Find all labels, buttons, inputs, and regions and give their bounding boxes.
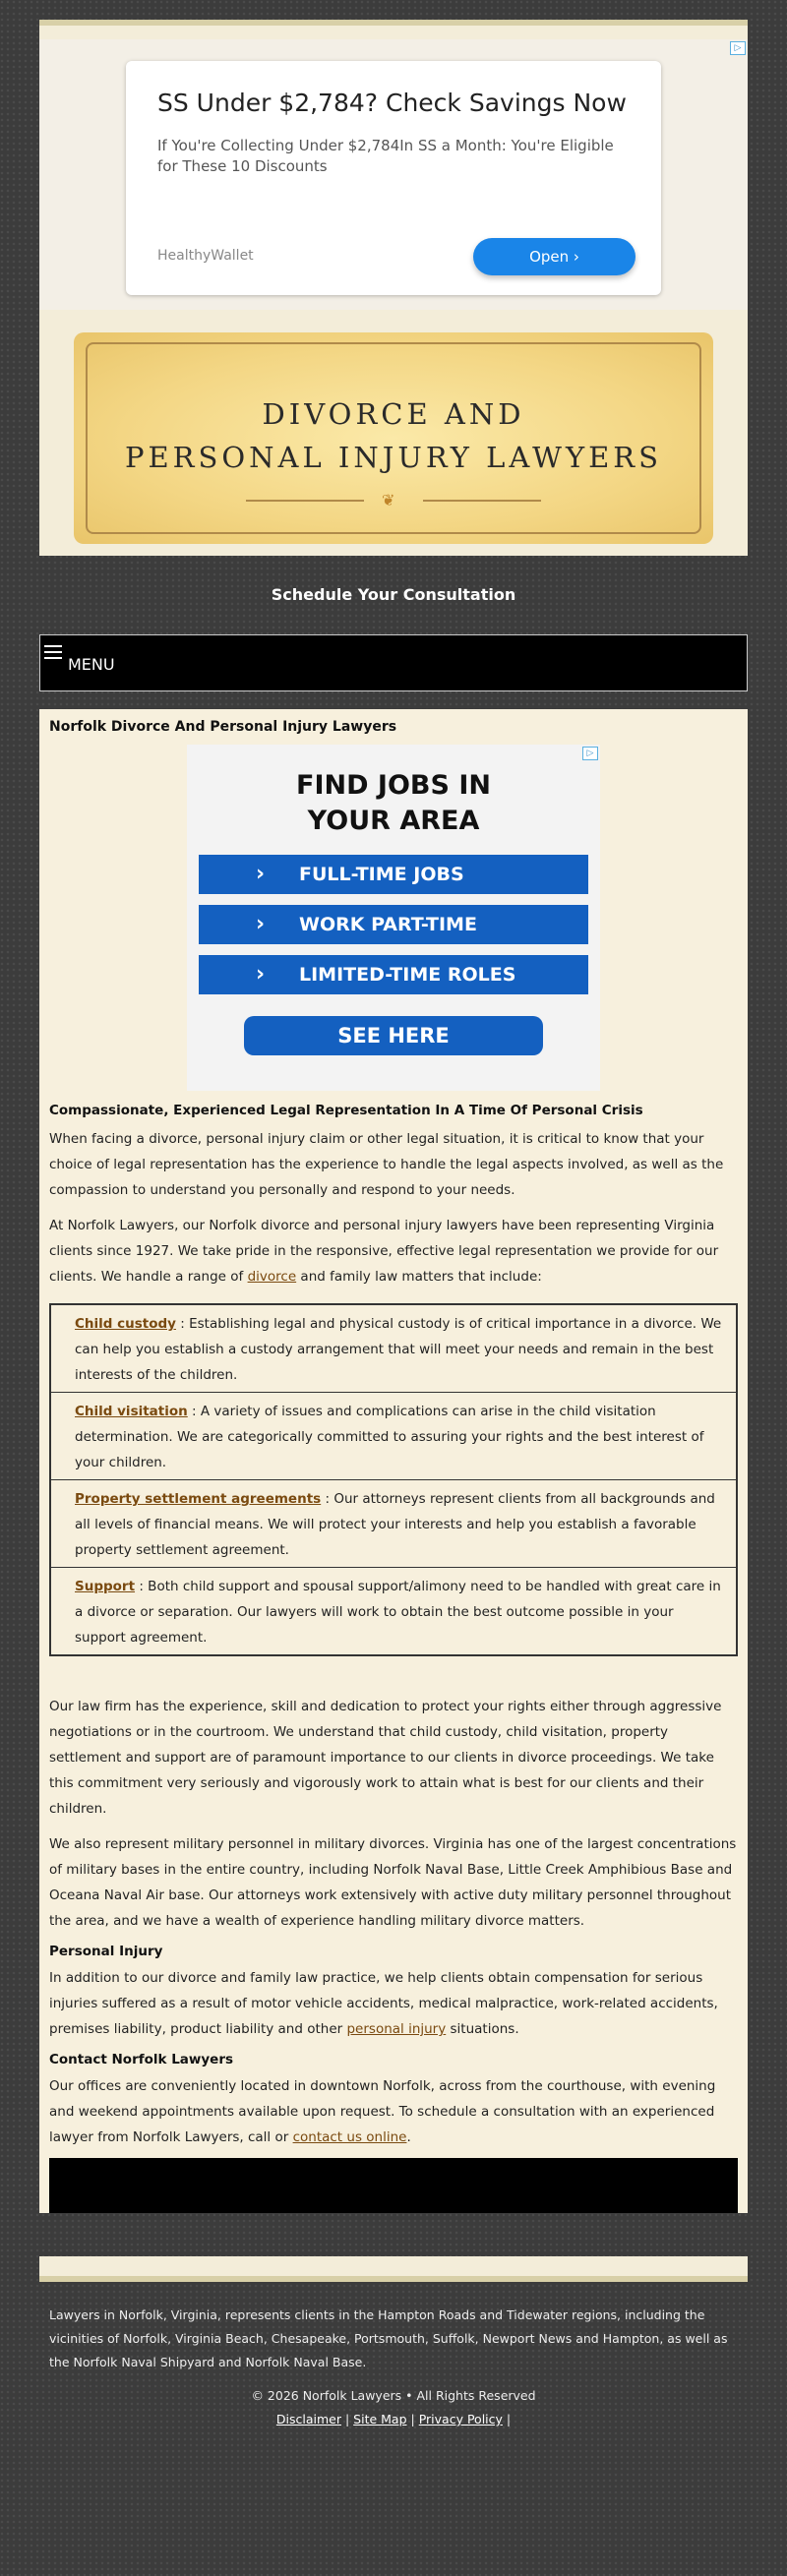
- ad-choices-icon[interactable]: ▷: [582, 747, 598, 760]
- paragraph-history-text-b: and family law matters that include:: [296, 1269, 542, 1285]
- jobs-ad-title-line1: FIND JOBS IN: [296, 770, 491, 801]
- jobs-ad-see-here-button[interactable]: SEE HERE: [244, 1016, 543, 1055]
- jobs-ad-parttime-button[interactable]: [199, 905, 588, 944]
- list-item-text: : Both child support and spousal support/alimony need to be handled with great care in a divorce or separation. Our lawyers will work to obtain the best outcome possible in your support agreement.: [75, 1579, 721, 1646]
- paragraph-history-text-a: At Norfolk Lawyers, our Norfolk divorce and personal injury lawyers have been representing Virginia clients since 1927. We take pride in the responsive, effective legal representation we provide for our clients. We handle a range of: [49, 1218, 719, 1285]
- paragraph-intro: When facing a divorce, personal injury claim or other legal situation, it is critical to know that your choice of legal representation has the experience to handle the legal aspects involved, as well as the compassion to understand you personally and respond to your needs.: [49, 1131, 724, 1198]
- list-item-text: : A variety of issues and complications can arise in the child visitation determination. We are categorically committed to assuring your rights and the best interest of your children.: [75, 1404, 704, 1470]
- paragraph-contact-text-a: Our offices are conveniently located in downtown Norfolk, across from the courthouse, with evening and weekend appointments available upon request. To schedule a consultation with an experienced lawyer from Norfolk Lawyers, call or: [49, 2078, 716, 2145]
- personal-injury-heading: Personal Injury: [49, 1944, 163, 1959]
- site-map-link[interactable]: Site Map: [353, 2412, 407, 2426]
- ad-card[interactable]: [126, 61, 661, 295]
- ad-title[interactable]: SS Under $2,784? Check Savings Now: [157, 89, 627, 117]
- list-item-text: : Establishing legal and physical custody is of critical importance in a divorce. We can help you establish a custody arrangement that will meet your needs and remain in the best interests of the children.: [75, 1316, 722, 1383]
- content-bottom-bar: [49, 2158, 738, 2213]
- footer-strip: [39, 2256, 748, 2282]
- banner-ornament: [246, 491, 541, 509]
- contact-heading: Contact Norfolk Lawyers: [49, 2052, 234, 2067]
- child-custody-link[interactable]: Child custody: [75, 1316, 176, 1332]
- banner-title-line2: PERSONAL INJURY LAWYERS: [124, 441, 662, 474]
- jobs-ad-limited-label: LIMITED-TIME ROLES: [299, 964, 516, 986]
- page-wrapper: [39, 20, 748, 2453]
- privacy-policy-link[interactable]: Privacy Policy: [418, 2412, 503, 2426]
- personal-injury-link[interactable]: personal injury: [346, 2021, 447, 2037]
- list-item: [51, 1305, 736, 1393]
- paragraph-contact: [49, 2073, 738, 2150]
- ad-choices-icon[interactable]: ▷: [730, 41, 746, 55]
- intro-heading: Compassionate, Experienced Legal Representation In A Time Of Personal Crisis: [49, 1103, 643, 1118]
- top-strip: [39, 20, 748, 39]
- banner-title-line1: DIVORCE AND: [262, 397, 525, 431]
- footer-links: [49, 2408, 738, 2431]
- list-item-text: : Our attorneys represent clients from all backgrounds and all levels of financial means. We will protect your interests and help you establish a favorable property settlement agreement.: [75, 1491, 715, 1558]
- site-banner[interactable]: [74, 332, 713, 544]
- paragraph-pi-text-b: situations.: [446, 2021, 519, 2037]
- contact-us-link[interactable]: contact us online: [292, 2129, 407, 2145]
- paragraph-personal-injury: [49, 1965, 738, 2042]
- ornament-line-right: [423, 500, 541, 502]
- list-item: [51, 1568, 736, 1654]
- menu-bar[interactable]: [39, 634, 748, 691]
- menu-label[interactable]: MENU: [68, 655, 115, 674]
- list-item: [51, 1480, 736, 1568]
- page-title: Norfolk Divorce And Personal Injury Lawyers: [49, 719, 397, 735]
- ad-open-button[interactable]: [473, 238, 636, 275]
- jobs-ad-title-line2: YOUR AREA: [307, 806, 480, 836]
- ornament-line-left: [246, 500, 364, 502]
- child-visitation-link[interactable]: Child visitation: [75, 1404, 188, 1419]
- list-item: [51, 1393, 736, 1480]
- paragraph-military: We also represent military personnel in military divorces. Virginia has one of the largest concentrations of military bases in the entire country, including Norfolk Naval Base, Little Creek Amphibious Base and Oceana Naval Air base. Our attorneys work extensively with active duty military personnel throughout the area, and we have a wealth of experience handling military divorce matters.: [49, 1836, 737, 1929]
- paragraph-contact-text-b: .: [406, 2129, 411, 2145]
- ad-open-label: Open: [529, 248, 570, 266]
- ad-body: If You're Collecting Under $2,784In SS a Month: You're Eligible for These 10 Discounts: [157, 137, 614, 175]
- footer-separator: |: [344, 2412, 350, 2426]
- disclaimer-link[interactable]: Disclaimer: [275, 2412, 341, 2426]
- jobs-ad-fulltime-button[interactable]: [199, 855, 588, 894]
- hamburger-menu-icon[interactable]: [44, 645, 62, 663]
- family-law-matters-list: [49, 1303, 738, 1656]
- jobs-ad-limited-button[interactable]: [199, 955, 588, 994]
- flower-ornament-icon: ❦: [382, 491, 395, 509]
- jobs-ad-fulltime-label: FULL-TIME JOBS: [299, 864, 464, 885]
- paragraph-pi-text-a: In addition to our divorce and family law practice, we help clients obtain compensation for serious injuries suffered as a result of motor vehicle accidents, medical malpractice, work-related accidents, premises liability, product liability and other: [49, 1970, 718, 2037]
- footer-text: Lawyers in Norfolk, Virginia, represents clients in the Hampton Roads and Tidewater regions, including the vicinities of Norfolk, Virginia Beach, Chesapeake, Portsmouth, Suffolk, Newport News and Hampton, as well as the Norfolk Naval Shipyard and Norfolk Naval Base.: [49, 2307, 728, 2369]
- copyright: © 2026 Norfolk Lawyers • All Rights Reserved: [251, 2388, 536, 2403]
- chevron-right-icon: ›: [573, 248, 579, 266]
- jobs-ad-parttime-label: WORK PART-TIME: [299, 914, 477, 935]
- chevron-right-icon: ›: [256, 862, 266, 886]
- site-footer: [39, 2282, 748, 2453]
- jobs-advertisement[interactable]: [187, 745, 600, 1091]
- support-link[interactable]: Support: [75, 1579, 136, 1594]
- divorce-link[interactable]: divorce: [247, 1269, 297, 1285]
- paragraph-history: [49, 1213, 738, 1289]
- ad-brand: HealthyWallet: [157, 248, 254, 264]
- schedule-consultation-link[interactable]: Schedule Your Consultation: [271, 585, 516, 604]
- footer-separator: |: [410, 2412, 415, 2426]
- footer-separator: |: [506, 2412, 512, 2426]
- chevron-right-icon: ›: [256, 912, 266, 936]
- top-advertisement[interactable]: [39, 39, 748, 310]
- site-header: [39, 39, 748, 556]
- jobs-ad-title: [187, 768, 600, 839]
- main-content: [39, 709, 748, 2213]
- paragraph-experience: Our law firm has the experience, skill and dedication to protect your rights either through aggressive negotiations or in the courtroom. We understand that child custody, child visitation, property settlement and support are of paramount importance to our clients in divorce proceedings. We take this commitment very seriously and vigorously work to attain what is best for our clients and their children.: [49, 1699, 722, 1817]
- chevron-right-icon: ›: [256, 962, 266, 987]
- property-settlement-link[interactable]: Property settlement agreements: [75, 1491, 322, 1507]
